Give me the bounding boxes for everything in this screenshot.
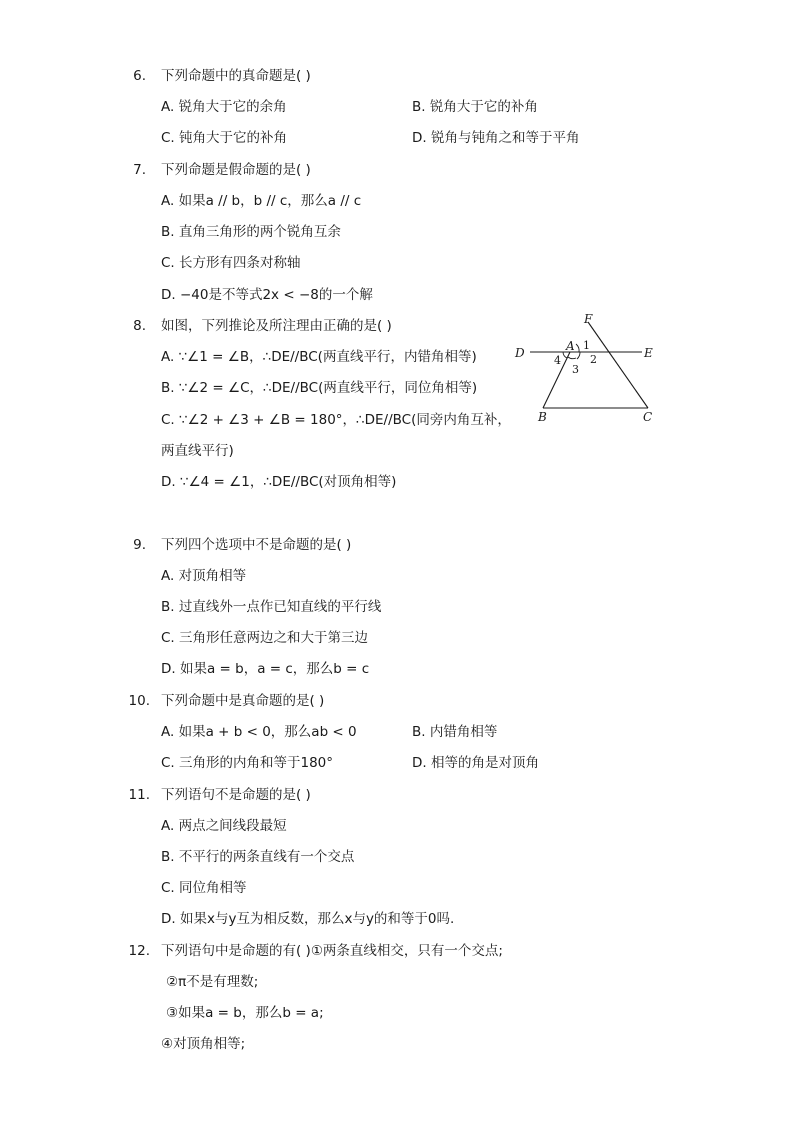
label-b: B [538, 410, 547, 424]
option-a: A. 两点之间线段最短 [161, 818, 287, 834]
question-stem: 下列语句中是命题的有( )①两条直线相交，只有一个交点; [161, 943, 503, 959]
question-number: 9. [133, 537, 146, 553]
statement-item: ③如果a = b，那么b = a; [166, 1005, 324, 1021]
question-stem: 下列命题是假命题的是( ) [161, 162, 311, 178]
question-number: 7. [133, 162, 146, 178]
option-b: B. 直角三角形的两个锐角互余 [161, 224, 341, 240]
option-c: C. 三角形任意两边之和大于第三边 [161, 630, 369, 646]
label-a: A [566, 339, 575, 353]
question-stem: 下列四个选项中不是命题的是( ) [161, 537, 352, 553]
question-stem: 下列命题中的真命题是( ) [161, 68, 311, 84]
question-number: 8. [133, 318, 146, 334]
option-c: C. 三角形的内角和等于180° [161, 755, 334, 771]
angle-arc-2 [577, 352, 580, 359]
statement-item: ④对顶角相等; [161, 1036, 246, 1052]
question-number: 12. [128, 943, 150, 959]
label-d: D [515, 346, 525, 360]
option-a: A. 锐角大于它的余角 [161, 99, 287, 115]
option-d: D. −40是不等式2x < −8的一个解 [161, 287, 373, 303]
option-a: A. 如果a + b < 0，那么ab < 0 [161, 724, 357, 740]
option-c: C. ∵∠2 + ∠3 + ∠B = 180°，∴DE//BC(同旁内角互补， [161, 412, 511, 428]
label-e: E [644, 346, 653, 360]
label-f: F [584, 312, 593, 326]
option-a: A. 对顶角相等 [161, 568, 247, 584]
question-stem: 下列语句不是命题的是( ) [161, 787, 311, 803]
angle-arc-3 [568, 357, 576, 359]
option-b: B. 内错角相等 [412, 724, 498, 740]
question-number: 6. [133, 68, 146, 84]
label-angle-1: 1 [583, 339, 590, 352]
option-a: A. 如果a // b，b // c，那么a // c [161, 193, 362, 209]
question-number: 10. [128, 693, 150, 709]
angle-arc-1 [576, 344, 579, 352]
option-c: C. 长方形有四条对称轴 [161, 255, 301, 271]
label-angle-4: 4 [554, 354, 561, 367]
option-c: C. 同位角相等 [161, 880, 247, 896]
geometry-figure [510, 310, 660, 428]
option-d: D. ∵∠4 = ∠1，∴DE//BC(对顶角相等) [161, 474, 397, 490]
option-a: A. ∵∠1 = ∠B，∴DE//BC(两直线平行，内错角相等) [161, 349, 477, 365]
line-fc [588, 322, 648, 408]
option-b: B. ∵∠2 = ∠C，∴DE//BC(两直线平行，同位角相等) [161, 380, 478, 396]
option-d: D. 如果a = b，a = c，那么b = c [161, 661, 370, 677]
option-b: B. 锐角大于它的补角 [412, 99, 538, 115]
option-d: D. 如果x与y互为相反数，那么x与y的和等于0吗. [161, 911, 455, 927]
option-b: B. 过直线外一点作已知直线的平行线 [161, 599, 382, 615]
option-d: D. 锐角与钝角之和等于平角 [412, 130, 580, 146]
question-number: 11. [128, 787, 150, 803]
question-stem: 下列命题中是真命题的是( ) [161, 693, 325, 709]
option-b: B. 不平行的两条直线有一个交点 [161, 849, 355, 865]
statement-item: ②π不是有理数; [166, 974, 259, 990]
option-c: C. 钝角大于它的补角 [161, 130, 288, 146]
label-c: C [643, 410, 653, 424]
option-c-continued: 两直线平行) [161, 443, 234, 459]
label-angle-3: 3 [572, 363, 579, 376]
option-d: D. 相等的角是对顶角 [412, 755, 539, 771]
question-stem: 如图，下列推论及所注理由正确的是( ) [161, 318, 392, 334]
label-angle-2: 2 [590, 353, 597, 366]
